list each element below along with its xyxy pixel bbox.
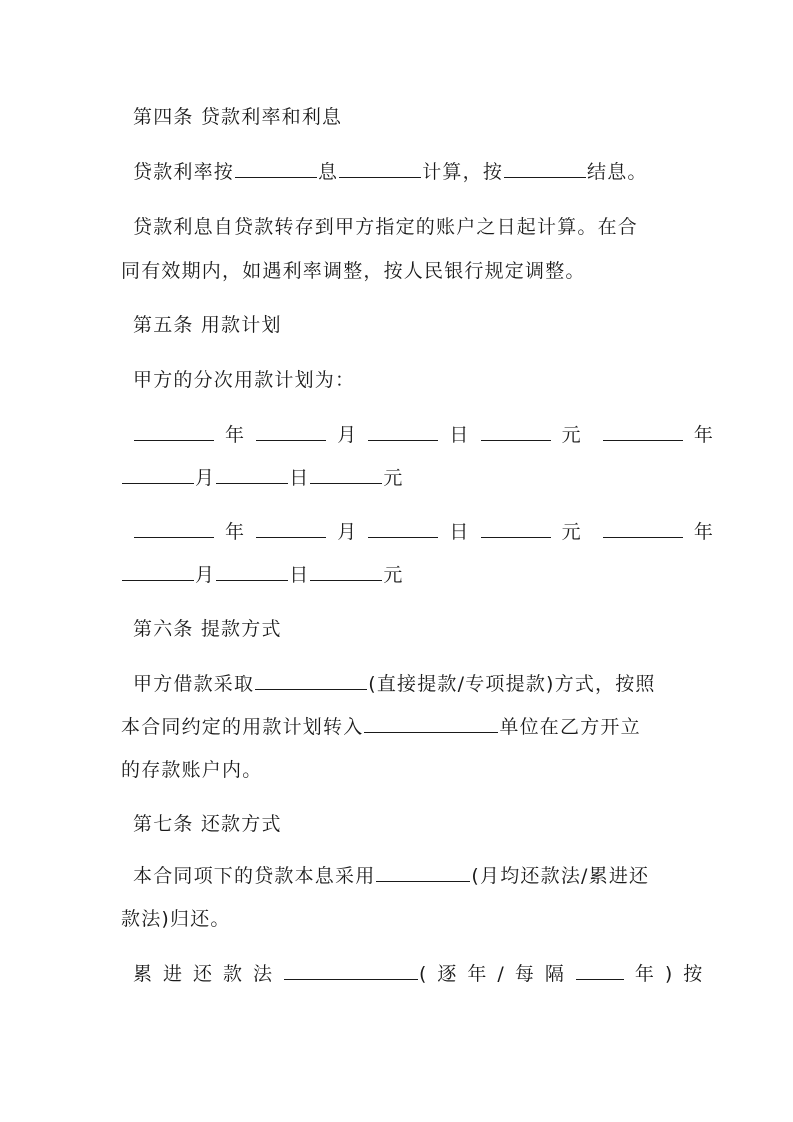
unit-yuan: 元 — [383, 467, 404, 489]
text-withdraw-intro: 甲方借款采取 — [133, 673, 255, 695]
blank-rate-value[interactable] — [339, 160, 421, 178]
plan-row-1-line1 — [133, 423, 715, 447]
article-4-heading-text: 第四条 贷款利率和利息 — [133, 106, 343, 128]
article-5-heading-text: 第五条 用款计划 — [133, 314, 282, 336]
text-rate-adjust: 同有效期内，如遇利率调整，按人民银行规定调整。 — [121, 260, 586, 282]
blank-repay-method[interactable] — [376, 864, 470, 882]
article-7-para1-line2 — [121, 907, 674, 931]
unit-yuan: 元 — [561, 521, 582, 543]
blank-settlement[interactable] — [504, 160, 586, 178]
blank-month[interactable] — [122, 466, 194, 484]
article-4-para2-line2 — [121, 259, 674, 283]
blank-year[interactable] — [603, 423, 683, 441]
article-7-heading — [133, 812, 686, 836]
unit-day: 日 — [289, 467, 310, 489]
article-4-rate-line — [133, 160, 686, 184]
article-6-para-line2 — [121, 715, 674, 739]
blank-month[interactable] — [256, 423, 326, 441]
blank-day[interactable] — [216, 466, 288, 484]
text-repay-end: 款法)归还。 — [121, 908, 231, 930]
article-6-heading-text: 第六条 提款方式 — [133, 618, 282, 640]
unit-day: 日 — [449, 521, 470, 543]
plan-row-2-line1 — [133, 520, 715, 544]
plan-row-1-line2 — [121, 466, 674, 490]
article-7-heading-text: 第七条 还款方式 — [133, 813, 282, 835]
blank-year[interactable] — [134, 520, 214, 538]
blank-rate-type[interactable] — [235, 160, 317, 178]
unit-year: 年 — [225, 424, 246, 446]
text-interest: 息 — [318, 161, 339, 183]
blank-month[interactable] — [122, 563, 194, 581]
text-interval: (逐年/每隔 — [419, 963, 575, 985]
text-repay-options: (月均还款法/累进还 — [471, 865, 650, 887]
unit-month: 月 — [195, 467, 216, 489]
blank-month[interactable] — [256, 520, 326, 538]
text-interest-start: 贷款利息自贷款转存到甲方指定的账户之日起计算。在合 — [133, 216, 639, 238]
unit-day: 日 — [289, 564, 310, 586]
unit-month: 月 — [195, 564, 216, 586]
text-settle: 结息。 — [587, 161, 648, 183]
blank-unit-name[interactable] — [364, 715, 498, 733]
article-6-para-line1 — [133, 672, 686, 696]
blank-amount[interactable] — [481, 423, 551, 441]
text-plan-intro: 甲方的分次用款计划为： — [133, 369, 356, 391]
unit-day: 日 — [449, 424, 470, 446]
article-5-intro — [133, 368, 686, 392]
unit-year: 年 — [693, 521, 715, 543]
blank-day[interactable] — [368, 520, 438, 538]
text-progressive: 累进还款法 — [133, 963, 284, 985]
plan-row-2-line2 — [121, 563, 674, 587]
unit-year: 年 — [225, 521, 246, 543]
blank-day[interactable] — [216, 563, 288, 581]
article-7-para2-line1 — [133, 962, 714, 986]
text-years-by: 年)按 — [634, 963, 714, 985]
blank-withdraw-method[interactable] — [255, 672, 367, 690]
blank-amount[interactable] — [310, 466, 382, 484]
text-deposit-account: 的存款账户内。 — [121, 759, 263, 781]
unit-year: 年 — [693, 424, 715, 446]
text-withdraw-options: (直接提款/专项提款)方式，按照 — [368, 673, 656, 695]
article-5-heading — [133, 313, 686, 337]
text-unit-account: 单位在乙方开立 — [499, 716, 641, 738]
text-rate-intro: 贷款利率按 — [133, 161, 235, 183]
text-repay-intro: 本合同项下的贷款本息采用 — [133, 865, 376, 887]
unit-month: 月 — [337, 521, 358, 543]
text-transfer-into: 本合同约定的用款计划转入 — [121, 716, 364, 738]
article-7-para1-line1 — [133, 864, 686, 888]
article-4-heading — [133, 105, 686, 129]
blank-progressive-amount[interactable] — [284, 962, 418, 980]
blank-amount[interactable] — [481, 520, 551, 538]
blank-year[interactable] — [603, 520, 683, 538]
blank-day[interactable] — [368, 423, 438, 441]
text-calc-by: 计算，按 — [422, 161, 504, 183]
unit-yuan: 元 — [561, 424, 582, 446]
blank-amount[interactable] — [310, 563, 382, 581]
article-6-para-line3 — [121, 758, 674, 782]
blank-year[interactable] — [134, 423, 214, 441]
unit-month: 月 — [337, 424, 358, 446]
article-6-heading — [133, 617, 686, 641]
unit-yuan: 元 — [383, 564, 404, 586]
article-4-para2-line1 — [133, 215, 686, 239]
blank-interval-years[interactable] — [576, 962, 624, 980]
